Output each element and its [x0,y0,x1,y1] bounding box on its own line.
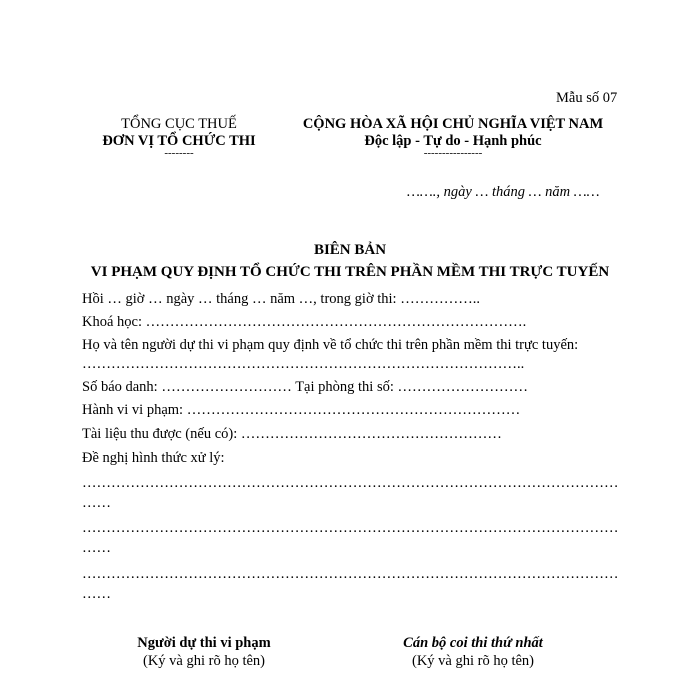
proposal-line: ………………………………………………………………………………………………… [82,520,619,536]
proctor-signature-title: Cán bộ coi thi thứ nhất [403,635,543,651]
proposal-line: ………………………………………………………………………………………………… [82,566,619,582]
document-subtitle: VI PHẠM QUY ĐỊNH TỔ CHỨC THI TRÊN PHẦN MỀM THI TRỰC TUYẾN [90,264,610,280]
form-number: Mẫu số 07 [556,90,618,106]
sbd-room-field: Số báo danh: ……………………… Tại phòng thi số: ……………………… [82,379,529,395]
violation-field: Hành vi vi phạm: …………………………………………………………… [82,402,521,418]
time-field: Hồi … giờ … ngày … tháng … năm …, trong giờ thi: …………….. [82,291,480,307]
right-header-rule: ---------------- [423,147,483,159]
violator-signature-title: Người dự thi vi phạm [137,635,271,651]
candidate-name-label: Họ và tên người dự thi vi phạm quy định về tổ chức thi trên phần mềm thi trực tuyến: [82,337,579,353]
proposal-label: Đề nghị hình thức xử lý: [82,450,225,466]
candidate-name-dots: ……………………………………………………………………………….. [82,356,525,372]
motto: Độc lập - Tự do - Hạnh phúc [364,133,542,149]
country-name: CỘNG HÒA XÃ HỘI CHỦ NGHĨA VIỆT NAM [302,116,604,132]
document-title: BIÊN BẢN [313,242,387,258]
exam-unit-name: ĐƠN VỊ TỔ CHỨC THI [102,133,256,149]
violator-signature-note: (Ký và ghi rõ họ tên) [142,653,265,669]
date-line: ……., ngày … tháng … năm …… [407,184,600,200]
agency-name: TỔNG CỤC THUẾ [121,116,237,132]
evidence-field: Tài liệu thu được (nếu có): ……………………………………………… [82,426,502,442]
proposal-line-end: …… [82,495,111,511]
proposal-line-end: …… [82,540,111,556]
proposal-line: ………………………………………………………………………………………………… [82,475,619,491]
left-header-rule: -------- [164,147,194,159]
proctor-signature-note: (Ký và ghi rõ họ tên) [411,653,534,669]
course-field: Khoá học: ……………………………………………………………………. [82,314,527,330]
proposal-line-end: …… [82,586,111,602]
